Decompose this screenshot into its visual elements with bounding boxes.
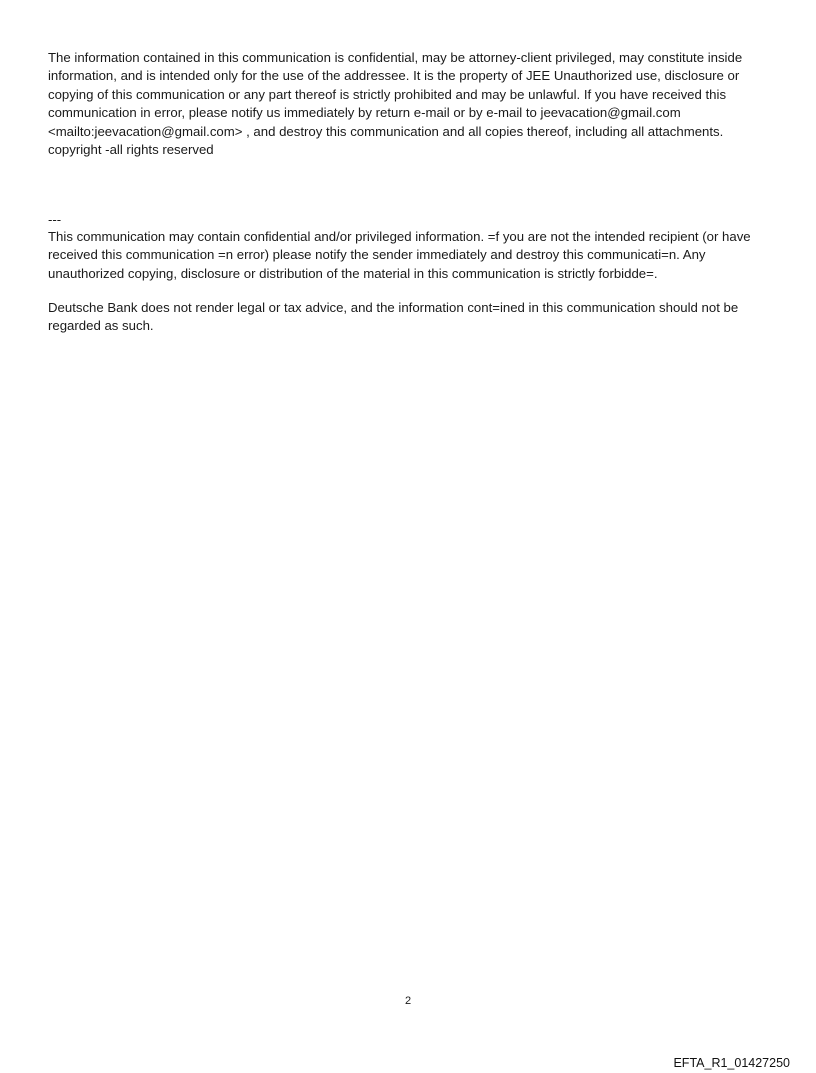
page-number: 2	[404, 995, 412, 1007]
confidentiality-notice-paragraph: The information contained in this communication is confidential, may be attorney-client privileged, may constitute inside information, and is intended only for the use of the addressee. It is the property of JEE Unauthorized use, disclosure or copying of this communication or any part thereof is strictly prohibited and may be unlawful. If you have received this communication in error, please notify us immediately by return e-mail or by e-mail to jeevacation@gmail.com <mailto:jeevacation@gmail.com> , and destroy this communication and all copies thereof, including all attachments. copyright -all rights reserved	[48, 50, 743, 158]
bates-number: EFTA_R1_01427250	[673, 1056, 790, 1070]
privileged-information-paragraph: This communication may contain confidential and/or privileged information. =f you are not the intended recipient (or have received this communication =n error) please notify the sender immediately and destroy this communicati=n. Any unauthorized copying, disclosure or distribution of the material in this communication is strictly forbidde=.	[48, 229, 751, 281]
legal-disclaimer-paragraph: Deutsche Bank does not render legal or tax advice, and the information cont=ined in this communication should not be regarded as such.	[48, 300, 739, 334]
separator-line: ---	[48, 212, 62, 227]
